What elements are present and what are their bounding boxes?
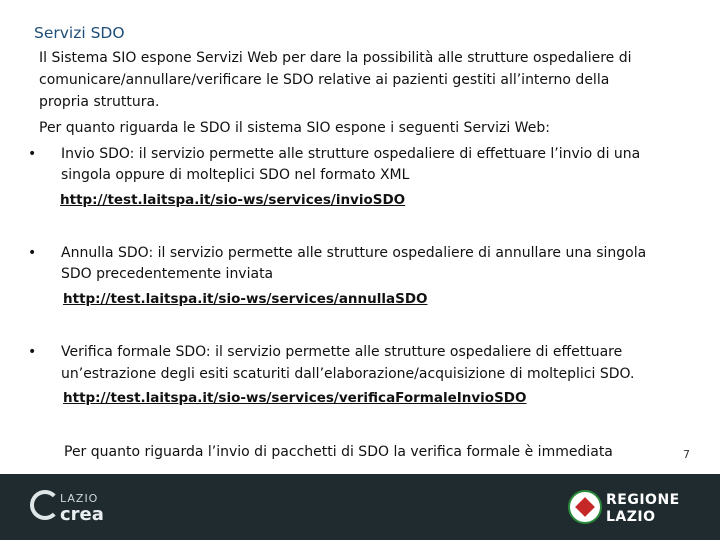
intro-line-4: Per quanto riguarda le SDO il sistema SIO espone i seguenti Servizi Web: [39, 120, 550, 136]
intro-line-2: comunicare/annullare/verificare le SDO relative ai pazienti gestiti all’interno della [39, 72, 610, 88]
bullet-2-line-2: SDO precedentemente inviata [61, 266, 274, 282]
page-number: 7 [683, 448, 690, 461]
region-seal-icon [568, 490, 602, 524]
bullet-marker: • [28, 344, 37, 360]
intro-line-1: Il Sistema SIO espone Servizi Web per dare la possibilità alle strutture ospedaliere di [39, 50, 632, 66]
ring-icon [30, 490, 60, 520]
link-invio-sdo[interactable]: http://test.laitspa.it/sio-ws/services/invioSDO [60, 192, 406, 208]
logo-right-line-2: LAZIO [606, 509, 656, 525]
bullet-marker: • [28, 146, 37, 162]
bullet-marker: • [28, 245, 37, 261]
intro-line-3: propria struttura. [39, 94, 160, 110]
footer-bar [0, 474, 720, 540]
link-annulla-sdo[interactable]: http://test.laitspa.it/sio-ws/services/annullaSDO [63, 291, 428, 307]
bullet-3-line-1: Verifica formale SDO: il servizio permette alle strutture ospedaliere di effettuare [61, 344, 623, 360]
bullet-2-line-1: Annulla SDO: il servizio permette alle strutture ospedaliere di annullare una singola [61, 245, 647, 261]
logo-right-line-1: REGIONE [606, 492, 680, 508]
bullet-1-line-2: singola oppure di molteplici SDO nel formato XML [61, 167, 410, 183]
bullet-1-line-1: Invio SDO: il servizio permette alle strutture ospedaliere di effettuare l’invio di una [61, 146, 641, 162]
slide-title: Servizi SDO [34, 24, 125, 42]
link-verifica-formale[interactable]: http://test.laitspa.it/sio-ws/services/verificaFormaleInvioSDO [63, 390, 527, 406]
logo-left-line-2: crea [60, 504, 104, 525]
bullet-3-line-2: un’estrazione degli esiti scaturiti dall’elaborazione/acquisizione di molteplici SDO. [61, 366, 635, 382]
logo-left-line-1: LAZIO [60, 492, 99, 505]
regione-lazio-logo [568, 488, 688, 528]
lazio-crea-logo [30, 490, 104, 528]
closing-text: Per quanto riguarda l’invio di pacchetti di SDO la verifica formale è immediata [64, 444, 613, 460]
